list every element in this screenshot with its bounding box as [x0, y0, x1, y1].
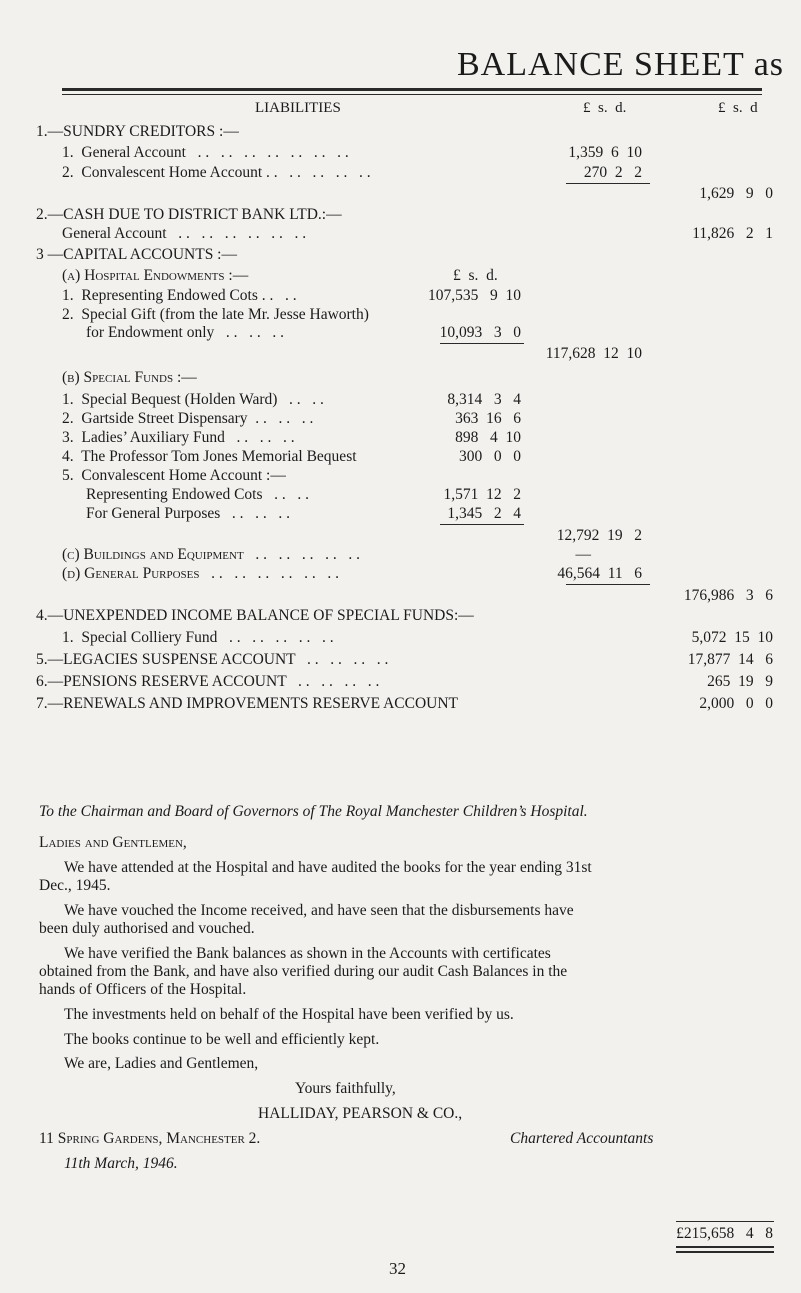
s3a-column-header: £ s. d.: [453, 267, 498, 284]
s1-item-1-amount: 1,359 6 10: [568, 144, 642, 161]
letter-p6: We are, Ladies and Gentlemen,: [64, 1055, 259, 1072]
letter-date: 11th March, 1946.: [64, 1155, 178, 1172]
s1-subtotal-rule: [566, 183, 650, 184]
letter-p3-line1: We have verified the Bank balances as shown in the Accounts with certificates: [64, 945, 551, 962]
s4-total: 5,072 15 10: [691, 629, 773, 646]
section-6-title: 6.—PENSIONS RESERVE ACCOUNT . . . . . . . .: [36, 673, 380, 690]
s3-subtotal-rule: [566, 584, 650, 585]
grand-total-rule-double-1: [676, 1246, 774, 1248]
s3b-title: (b) Special Funds :—: [62, 369, 197, 386]
s3b-item-4: 4. The Professor Tom Jones Memorial Bequest: [62, 448, 357, 465]
letter-addressee: To the Chairman and Board of Governors of The Royal Manchester Children’s Hospital.: [39, 803, 588, 820]
s3a-item-2: 2. Special Gift (from the late Mr. Jesse Haworth): [62, 306, 369, 323]
s3b-item-5: 5. Convalescent Home Account :—: [62, 467, 286, 484]
s3b-item-3-amount: 898 4 10: [455, 429, 521, 446]
column-header-2: £ s. d: [718, 100, 758, 116]
s3a-title: (a) Hospital Endowments :—: [62, 267, 249, 284]
s3-total: 176,986 3 6: [683, 587, 773, 604]
letter-p2-line2: been duly authorised and vouched.: [39, 920, 255, 937]
letter-p1-line1: We have attended at the Hospital and have audited the books for the year ending 31st: [64, 859, 592, 876]
s3c-title: (c) Buildings and Equipment . . . . . . . . . .: [62, 546, 360, 563]
s2-item-1: General Account . . . . . . . . . . . .: [62, 225, 307, 242]
s5-total: 17,877 14 6: [687, 651, 773, 668]
s6-total: 265 19 9: [707, 673, 773, 690]
s1-item-1: 1. General Account . . . . . . . . . . . . . .: [62, 144, 349, 161]
s3b-item-4-amount: 300 0 0: [459, 448, 521, 465]
letter-p2-line1: We have vouched the Income received, and have seen that the disbursements have: [64, 902, 574, 919]
s3b-item-1-amount: 8,314 3 4: [447, 391, 521, 408]
s3b-item-2: 2. Gartside Street Dispensary . . . . . .: [62, 410, 314, 427]
s2-total: 11,826 2 1: [692, 225, 773, 242]
s3b-item-5a: Representing Endowed Cots . . . .: [86, 486, 310, 503]
s1-item-2: 2. Convalescent Home Account . . . . . . . . . .: [62, 164, 371, 181]
s3b-item-5a-amount: 1,571 12 2: [443, 486, 521, 503]
s3a-item-2-amount: 10,093 3 0: [439, 324, 521, 341]
letter-p3-line2: obtained from the Bank, and have also verified during our audit Cash Balances in the: [39, 963, 568, 980]
title-rule-thick: [62, 88, 762, 91]
s3b-item-2-amount: 363 16 6: [455, 410, 521, 427]
letter-salutation: Ladies and Gentlemen,: [39, 834, 187, 851]
s3a-item-1-amount: 107,535 9 10: [428, 287, 521, 304]
s3b-item-3: 3. Ladies’ Auxiliary Fund . . . . . .: [62, 429, 295, 446]
letter-p1-line2: Dec., 1945.: [39, 877, 111, 894]
s1-item-2-amount: 270 2 2: [583, 164, 642, 181]
s3a-total: 117,628 12 10: [545, 345, 642, 362]
section-7-title: 7.—RENEWALS AND IMPROVEMENTS RESERVE ACCOUNT: [36, 695, 459, 712]
letter-p3-line3: hands of Officers of the Hospital.: [39, 981, 247, 998]
s1-total: 1,629 9 0: [699, 185, 773, 202]
letter-p5: The books continue to be well and efficiently kept.: [64, 1031, 380, 1048]
section-5-title: 5.—LEGACIES SUSPENSE ACCOUNT . . . . . . . .: [36, 651, 389, 668]
grand-total: £215,658 4 8: [676, 1225, 773, 1242]
liabilities-heading: LIABILITIES: [255, 100, 341, 116]
letter-closing: Yours faithfully,: [295, 1080, 396, 1097]
title-rule-thin: [62, 94, 762, 95]
letter-firm: HALLIDAY, PEARSON & CO.,: [258, 1105, 463, 1122]
page-title: BALANCE SHEET as: [457, 46, 785, 83]
s3b-total: 12,792 19 2: [556, 527, 642, 544]
s3d-amount: 46,564 11 6: [557, 565, 642, 582]
s3b-item-5b-amount: 1,345 2 4: [447, 505, 521, 522]
section-2-title: 2.—CASH DUE TO DISTRICT BANK LTD.:—: [36, 206, 342, 223]
s3b-subtotal-rule: [440, 524, 524, 525]
s3c-amount: —: [575, 546, 591, 563]
section-3-title: 3 —CAPITAL ACCOUNTS :—: [36, 246, 237, 263]
s3d-title: (d) General Purposes . . . . . . . . . . . .: [62, 565, 340, 582]
s3a-item-2-cont: for Endowment only . . . . . .: [86, 324, 285, 341]
column-header-1: £ s. d.: [583, 100, 627, 116]
letter-role: Chartered Accountants: [510, 1130, 654, 1147]
page-number: 32: [389, 1259, 406, 1278]
s3a-item-1: 1. Representing Endowed Cots . . . .: [62, 287, 297, 304]
grand-total-rule-top: [676, 1221, 774, 1222]
letter-p4: The investments held on behalf of the Hospital have been verified by us.: [64, 1006, 514, 1023]
section-4-title: 4.—UNEXPENDED INCOME BALANCE OF SPECIAL FUNDS:—: [36, 607, 474, 624]
s4-item-1: 1. Special Colliery Fund . . . . . . . . . .: [62, 629, 334, 646]
letter-address: 11 Spring Gardens, Manchester 2.: [39, 1130, 261, 1147]
s7-total: 2,000 0 0: [699, 695, 773, 712]
s3a-subtotal-rule: [440, 343, 524, 344]
s3b-item-5b: For General Purposes . . . . . .: [86, 505, 291, 522]
s3b-item-1: 1. Special Bequest (Holden Ward) . . . .: [62, 391, 324, 408]
grand-total-rule-double-2: [676, 1251, 774, 1253]
section-1-title: 1.—SUNDRY CREDITORS :—: [36, 123, 239, 140]
